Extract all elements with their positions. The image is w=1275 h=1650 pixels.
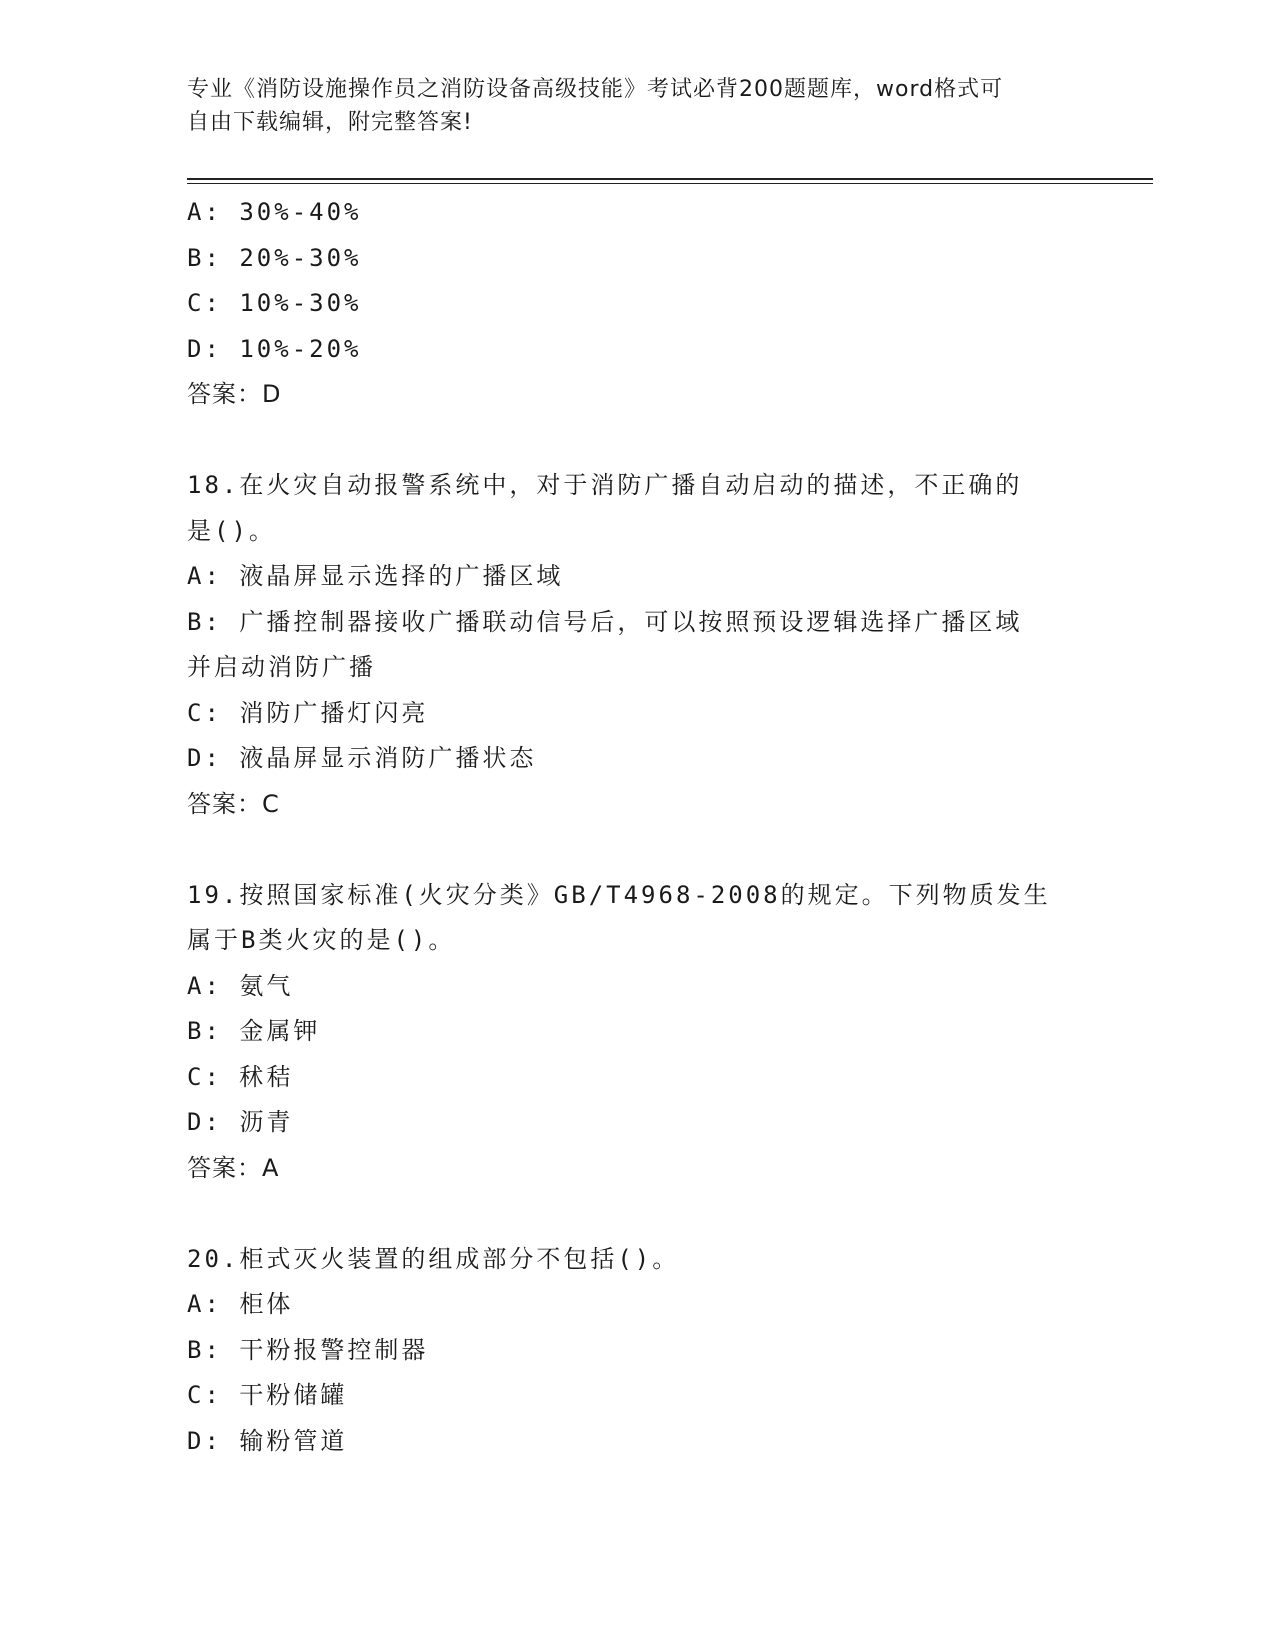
question-stem: 18.在火灾自动报警系统中，对于消防广播自动启动的描述，不正确的 <box>187 471 1023 499</box>
question-18 <box>187 463 1087 827</box>
option-d: D: 沥青 <box>187 1108 294 1136</box>
question-stem: 19.按照国家标准(火灾分类》GB/T4968-2008的规定。下列物质发生 <box>187 880 1051 909</box>
header-divider-thick <box>187 178 1153 180</box>
question-19 <box>187 873 1087 1192</box>
question-20 <box>187 1237 1087 1465</box>
question-spacer <box>187 1191 1087 1237</box>
answer-line: 答案：C <box>187 789 280 818</box>
option-a: A: 30%-40% <box>187 198 362 226</box>
header-title-line-2: 自由下载编辑，附完整答案! <box>187 110 473 135</box>
option-a: A: 氨气 <box>187 971 294 1000</box>
question-17 <box>187 190 1087 418</box>
question-stem: 20.柜式灭火装置的组成部分不包括()。 <box>187 1244 680 1273</box>
option-c: C: 干粉储罐 <box>187 1381 348 1409</box>
option-d: D: 10%-20% <box>187 334 362 363</box>
option-d: D: 输粉管道 <box>187 1426 348 1455</box>
option-b: B: 金属钾 <box>187 1017 321 1045</box>
option-a: A: 液晶屏显示选择的广播区域 <box>187 562 564 590</box>
option-d: D: 液晶屏显示消防广播状态 <box>187 744 537 772</box>
question-list <box>187 190 1087 1464</box>
question-spacer <box>187 418 1087 464</box>
option-c: C: 秫秸 <box>187 1062 294 1091</box>
option-b: B: 干粉报警控制器 <box>187 1335 429 1364</box>
header-divider-thin <box>187 183 1153 184</box>
option-c: C: 10%-30% <box>187 289 362 317</box>
document-header <box>187 73 1087 139</box>
question-stem-continued: 属于B类火灾的是()。 <box>187 926 456 954</box>
option-c: C: 消防广播灯闪亮 <box>187 698 429 727</box>
question-spacer <box>187 827 1087 873</box>
answer-line: 答案：A <box>187 1153 280 1182</box>
option-b-continued: 并启动消防广播 <box>187 653 376 681</box>
answer-line: 答案：D <box>187 380 282 408</box>
question-stem-continued: 是()。 <box>187 516 276 545</box>
option-a: A: 柜体 <box>187 1290 294 1318</box>
option-b: B: 20%-30% <box>187 243 362 272</box>
option-b: B: 广播控制器接收广播联动信号后，可以按照预设逻辑选择广播区域 <box>187 607 1023 636</box>
header-title-line-1: 专业《消防设施操作员之消防设备高级技能》考试必背200题题库，word格式可 <box>187 77 1004 102</box>
